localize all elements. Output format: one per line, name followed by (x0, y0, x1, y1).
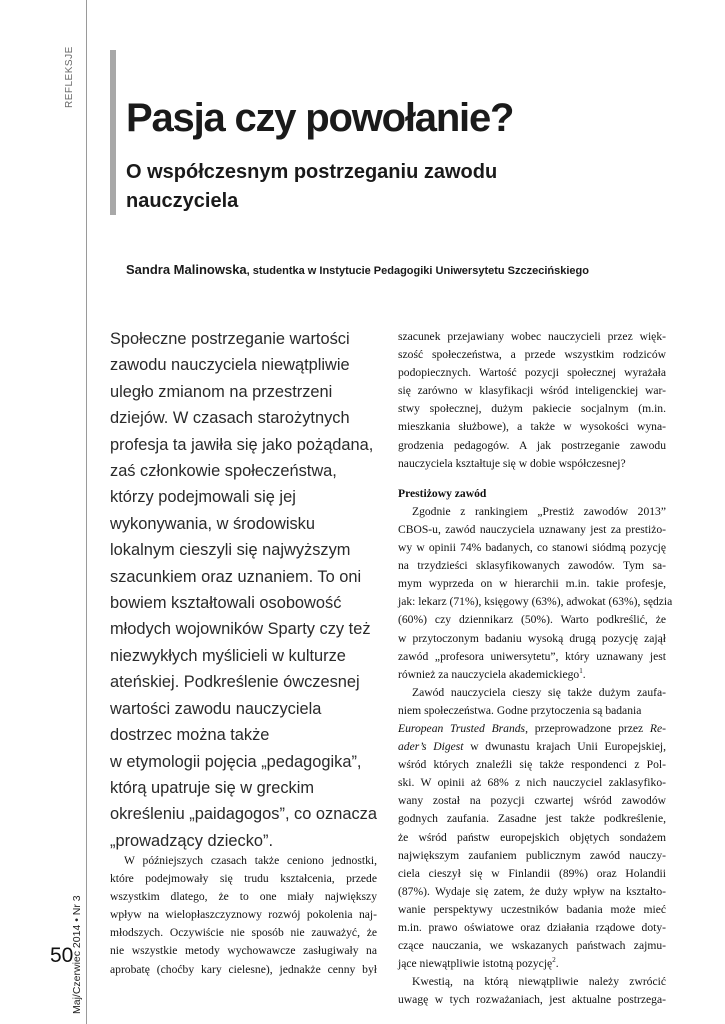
text-line: wśród których znaleźli się także respondenci z Pol- (398, 758, 666, 772)
text-line: wpływ na wielopłaszczyznowy rozwój pokolenia naj- (110, 908, 377, 922)
text-line: W późniejszych czasach także ceniono jednostki, (124, 854, 377, 867)
lead-line: bowiem kształtowali osobowość (110, 594, 342, 613)
lead-line: którzy podejmowali się jej (110, 488, 296, 507)
text-line: CBOS-u, zawód nauczyciela uznawany jest za prestiżo- (398, 522, 666, 536)
author-affiliation: , studentka w Instytucie Pedagogiki Uniwersytetu Szczecińskiego (246, 265, 589, 277)
lead-line: niezwykłych myślicieli w kulturze (110, 646, 346, 665)
text-line: zawód „profesora uniwersytetu”, który uznawany jest (398, 649, 666, 663)
text-line: Kwestią, na którą niewątpliwie należy zwrócić (412, 975, 666, 989)
text-line: największym zaufaniem publicznym zawód nauczy- (398, 848, 666, 862)
lead-line: określeniu „paidagogos”, co oznacza (110, 805, 377, 824)
lead-line: w etymologii pojęcia „pedagogika”, (110, 752, 362, 771)
text-line: mieszkania służbowe), a także w wysokości wyna- (398, 420, 666, 434)
text-line: że wśród państw europejskich objętych sondażem (398, 830, 666, 844)
section-label: REFLEKSJE (64, 46, 75, 108)
lead-paragraph (110, 326, 377, 854)
text-line: m.in. prawo oświatowe oraz działania rządowe doty- (398, 921, 666, 934)
text-line: szość społeczeństwa, a przede wszystkim rodziców (398, 348, 666, 362)
lead-line: dziejów. W czasach starożytnych (110, 409, 350, 428)
text-run: w dwunastu krajach Unii Europejskiej, (463, 740, 667, 754)
text-line: wy w opinii 74% badanych, co stanowi siódmą pozycję (398, 541, 666, 555)
text-line: się zarówno w klasyfikacji wśród inteligenckiej war- (398, 384, 666, 398)
article-subtitle: O współczesnym postrzeganiu zawodu nauczyciela (126, 161, 498, 212)
column-2-body (398, 328, 673, 1009)
text-line: na trzydzieści sklasyfikowanych zawodów. Tym sa- (398, 559, 666, 573)
lead-line: uległo zmianom na przestrzeni (110, 382, 333, 401)
text-line: jak: lekarz (71%), księgowy (63%), adwokat (63%), sędzia (398, 595, 673, 609)
text-line: również za nauczyciela akademickiego$^1$. (398, 666, 586, 681)
text-line: szacunek przejawiany wobec nauczycieli przez więk- (398, 330, 666, 343)
title-accent-bar (110, 50, 116, 215)
lead-line: profesja ta jawiła się jako pożądana, (110, 435, 374, 454)
italic-title: Re- (649, 721, 666, 735)
text-line: w przytoczonym badaniu wysoką drugą pozycję zajął (398, 631, 666, 645)
text-line (398, 720, 666, 738)
text-line: nauczyciela kształtuje się w dobie współczesnej? (398, 456, 626, 470)
lead-line: zaś członkowie społeczeństwa, (110, 462, 337, 481)
lead-line: lokalnym cieszyli się najwyższym (110, 541, 351, 560)
lead-line: ateńskiej. Podkreślenie ówczesnej (110, 673, 360, 692)
text-line: stwy społecznej, dużym pakiecie socjalnym (m.in. (398, 402, 666, 416)
section-heading: Prestiżowy zawód (398, 486, 487, 500)
text-line (398, 738, 666, 756)
issue-label: Maj/Czerwiec 2014 • Nr 3 (71, 895, 83, 1014)
text-line: podopiecznych. Wartość pozycji społecznej wyrażała (398, 366, 666, 380)
author-name: Sandra Malinowska (126, 262, 247, 277)
text-line: grodzenia pedagogów. A jak postrzeganie zawodu (398, 438, 666, 452)
text-line: jące niewątpliwie istotną pozycję$^2$. (398, 956, 559, 971)
text-line: Zawód nauczyciela cieszy się także dużym zaufa- (412, 685, 666, 699)
text-line: wanie perspektywy uczestników badania może mieć (398, 902, 666, 916)
article-title: Pasja czy powołanie? (126, 96, 514, 140)
author-line (126, 262, 589, 277)
lead-line: którą upatruje się w greckim (110, 778, 315, 797)
text-line: Zgodnie z rankingiem „Prestiż zawodów 2013” (412, 504, 666, 518)
lead-line: młodych wojowników Sparty czy też (110, 620, 371, 639)
italic-title: ader’s Digest (398, 740, 464, 754)
lead-line: wartości zawodu nauczyciela (110, 699, 322, 718)
text-line: mym wyprzeda on w hierarchii m.in. takie profesje, (398, 577, 666, 591)
text-line: czące nauczania, we wskazanych państwach zajmu- (398, 939, 666, 953)
page-number: 50 (50, 944, 74, 967)
text-run: , przeprowadzone przez (525, 721, 650, 735)
text-line: wany został na pozycji czwartej wśród zawodów (398, 794, 666, 808)
lead-line: wykonywania, w środowisku (110, 514, 315, 533)
footnote-marker: 1 (579, 666, 583, 675)
text-line: (60%) czy dziennikarz (50%). Warto podkreślić, że (398, 613, 666, 627)
text-line: nie wszystkie metody wychowawcze zasługiwały na (110, 944, 377, 958)
text-line: aprobatę (choćby kary cielesne), jednakże cenny był (110, 962, 377, 976)
lead-line: „prowadzący dziecko”. (110, 831, 274, 850)
lead-line: zawodu nauczyciela niewątpliwie (110, 356, 350, 375)
text-line: (87%). Wydaje się zatem, że duży wpływ na kształto- (398, 884, 666, 898)
text-line: uwagę w tych rozważaniach, jest aktualne postrzega- (398, 993, 666, 1007)
text-line: godnych zaufania. Zasadne jest także podkreślenie, (398, 812, 666, 826)
text-line: które podejmowały się trudu kształcenia, przede (110, 872, 377, 886)
lead-line: dostrzec można także (110, 726, 270, 745)
footnote-marker: 2 (552, 956, 556, 965)
text-line: wszystkim dlatego, że to one miały największy (110, 890, 377, 904)
text-line: ciela cieszył się w Finlandii (89%) oraz Holandii (398, 866, 666, 880)
text-line: niem społeczeństwa. Godne przytoczenia są badania (398, 703, 642, 717)
margin-rule (86, 0, 87, 1024)
text-line: młodszych. Oczywiście nie sposób nie zauważyć, że (110, 926, 377, 940)
lead-line: Społeczne postrzeganie wartości (110, 330, 350, 348)
lead-line: szacunkiem oraz uznaniem. To oni (110, 567, 362, 586)
text-line: ski. W opinii aż 68% z nich nauczyciel zaklasyfiko- (398, 776, 666, 790)
column-1-body (110, 852, 377, 979)
italic-title: European Trusted Brands (398, 721, 526, 735)
